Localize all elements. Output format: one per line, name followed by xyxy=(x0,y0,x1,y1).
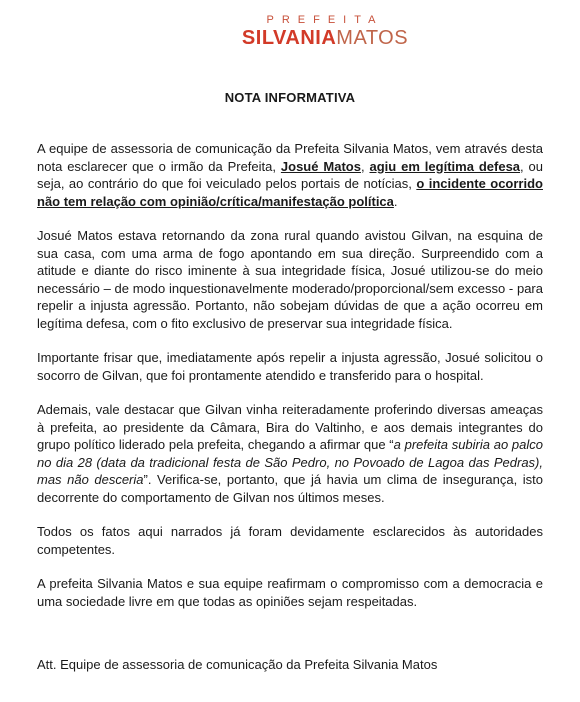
logo-top-text: PREFEITA xyxy=(266,14,384,26)
p1-text-e: , ou seja, ao contrário do que foi veiculado pelos portais de notícias, xyxy=(37,158,544,191)
logo-main-text xyxy=(0,27,580,49)
p4-text-a: Ademais, vale destacar que Gilvan vinha reiteradamente proferindo diversas ameaças à prefeita, ao presidente da Câmara, Bira do Valtinho, e aos demais integrantes do grupo político liderado pela prefeita, chegando a afirmar que “ xyxy=(37,402,543,452)
document-title: NOTA INFORMATIVA xyxy=(224,90,356,105)
p4-text-c: ”. Verifica-se, portanto, que já havia um clima de insegurança, isto decorrente do comportamento de Gilvan nos últimos meses. xyxy=(37,472,543,505)
p1-incidente: o incidente ocorrido não tem relação com opinião/crítica/manifestação política xyxy=(37,176,543,209)
paragraph-4 xyxy=(37,401,543,506)
paragraph-1 xyxy=(37,140,543,210)
p1-josue-matos: Josué Matos xyxy=(280,158,361,174)
logo-silvania: SILVANIA xyxy=(241,27,337,49)
document-body xyxy=(37,140,543,627)
p1-text-g: . xyxy=(393,193,398,209)
logo-matos: MATOS xyxy=(336,27,409,49)
p1-text-c: , xyxy=(360,158,370,174)
p4-quote: a prefeita subiria ao palco no dia 28 (data da tradicional festa de São Pedro, no Povoado de Lagoa das Pedras), mas não desceria xyxy=(37,437,543,487)
paragraph-5: Todos os fatos aqui narrados já foram devidamente esclarecidos às autoridades competentes. xyxy=(37,524,543,557)
p1-text-a: A equipe de assessoria de comunicação da Prefeita Silvania Matos, vem através desta nota esclarecer que o irmão da Prefeita, xyxy=(37,141,543,174)
paragraph-2: Josué Matos estava retornando da zona rural quando avistou Gilvan, na esquina de sua casa, com uma arma de fogo apontando em sua direção. Surpreendido com a atitude e diante do risco iminente à sua integridade física, Josué utilizou-se do meio necessário – de modo inquestionavelmente moderado/proporcional/sem excesso - para repelir a injusta agressão. Portanto, não sobejam dúvidas de que a ação ocorreu em legítima defesa, com o fito exclusivo de preservar sua integridade física. xyxy=(37,228,543,331)
signature-line: Att. Equipe de assessoria de comunicação da Prefeita Silvania Matos xyxy=(37,657,438,672)
paragraph-3: Importante frisar que, imediatamente após repelir a injusta agressão, Josué solicitou o socorro de Gilvan, que foi prontamente atendido e transferido para o hospital. xyxy=(37,350,543,383)
p1-legitima-defesa: agiu em legítima defesa xyxy=(369,158,521,174)
paragraph-6: A prefeita Silvania Matos e sua equipe reafirmam o compromisso com a democracia e uma sociedade livre em que todas as opiniões sejam respeitadas. xyxy=(37,576,543,609)
prefeita-silvania-matos-logo xyxy=(0,14,580,49)
